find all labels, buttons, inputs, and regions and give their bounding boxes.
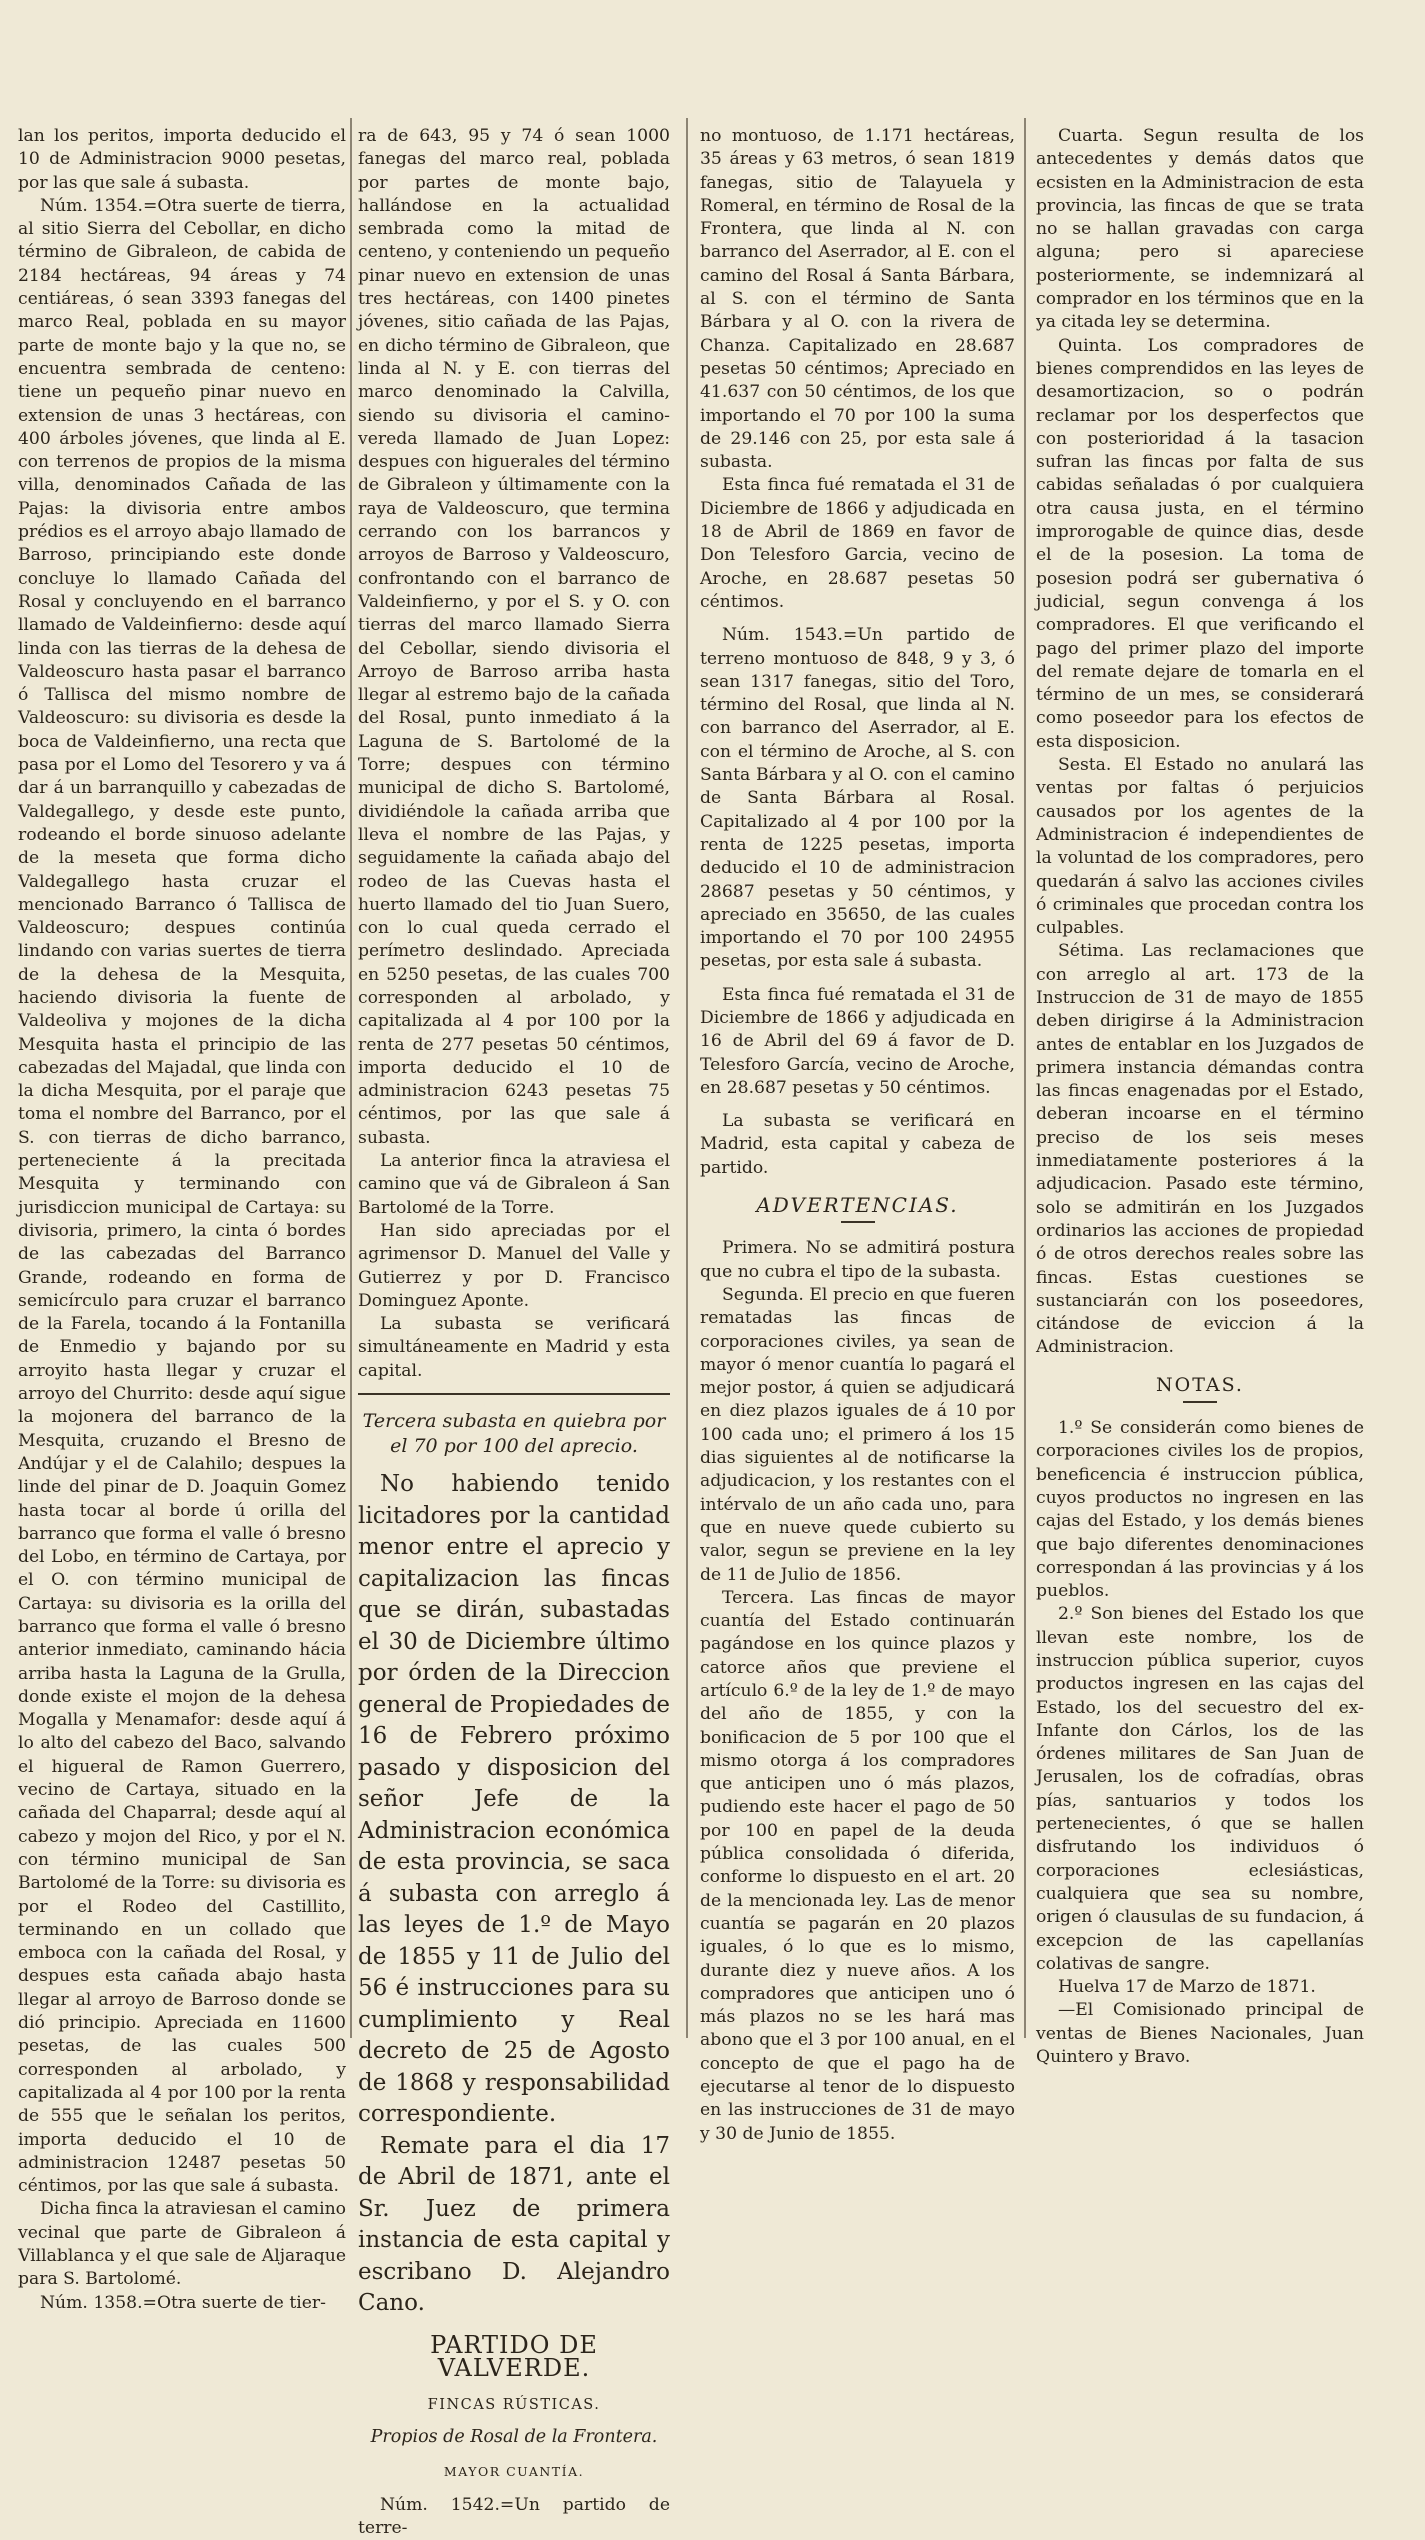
paragraph: Esta finca fué rematada el 31 de Diciembre de 1866 y adjudicada en 18 de Abril de 1869 en favor de Don Telesforo Garcia, vecino de Aroche, en 28.687 pesetas 50 céntimos. [700, 475, 1015, 612]
partido-heading: PARTIDO DE VALVERDE. [430, 2330, 598, 2382]
paragraph: Tercera. Las fincas de mayor cuantía del Estado continuarán pagándose en los quince plazos y catorce años que previene el artículo 6.º de la ley de 1.º de mayo del año de 1855, y con la bonificacion de 5 por 100 que el mismo otorga á los compradores que anticipen uno ó más plazos, pudiendo este hacer el pago de 50 por 100 en papel de la deuda pública consolidada ó diferida, conforme lo dispuesto en el art. 20 de la mencionada ley. Las de menor cuantía se pagarán en 20 plazos iguales, ó lo que es lo mismo, durante diez y nueve años. A los compradores que anticipen uno ó más plazos no se les hará mas abono que el 3 por 100 anual, en el concepto de que el pago ha de ejecutarse al tenor de lo dispuesto en las instrucciones de 31 de mayo y 30 de Junio de 1855. [700, 1587, 1015, 2144]
signature-date: Huelva 17 de Marzo de 1871. [1058, 1977, 1316, 1998]
column-rule [686, 118, 688, 2038]
paragraph: 2.º Son bienes del Estado los que llevan este nombre, los de instruccion pública superior, cuyos productos ingresen en las cajas del Estado, los del secuestro del ex-Infante don Cárlos, los de las órdenes militares de San Juan de Jerusalen, los de cofradías, obras pías, santuarios y todos los pertenecientes, ó que se hallen disfrutando los individuos ó corporaciones eclesiásticas, cualquiera que sea su nombre, origen ó clausulas de su fundacion, á excepcion de las capellanías colativas de sangre. [1036, 1604, 1364, 1974]
paragraph: Dicha finca la atraviesan el camino vecinal que parte de Gibraleon á Villablanca y el que sale de Aljaraque para S. Bartolomé. [18, 2199, 346, 2290]
paragraph: no montuoso, de 1.171 hectáreas, 35 áreas y 63 metros, ó sean 1819 fanegas, sitio de Talayuela y Romeral, en término de Rosal de la Frontera, que linda al N. con barranco del Aserrador, al E. con el camino del Rosal á Santa Bárbara, al S. con el término de Santa Bárbara y al O. con la rivera de Chanza. Capitalizado en 28.687 pesetas 50 céntimos; Apreciado en 41.637 con 50 céntimos, de los que importando el 70 por 100 la suma de 29.146 con 25, por esta sale á subasta. [700, 126, 1015, 473]
notas-heading: NOTAS. [1156, 1373, 1244, 1396]
paragraph: Primera. No se admitirá postura que no cubra el tipo de la subasta. [700, 1238, 1015, 1282]
paragraph: Esta finca fué rematada el 31 de Diciembre de 1866 y adjudicada en 16 de Abril del 69 á favor de D. Telesforo García, vecino de Aroche, en 28.687 pesetas y 50 céntimos. [700, 984, 1015, 1098]
column-4 [1036, 125, 1364, 2068]
paragraph: No habiendo tenido licitadores por la cantidad menor entre el aprecio y capitalizacion las fincas que se dirán, subastadas el 30 de Diciembre último por órden de la Direccion general de Propiedades de 16 de Febrero próximo pasado y disposicion del señor Jefe de la Administracion económica de esta provincia, se saca á subasta con arreglo á las leyes de 1.º de Mayo de 1855 y 11 de Julio del 56 é instrucciones para su cumplimiento y Real decreto de 25 de Agosto de 1868 y responsabilidad correspondiente. [358, 1471, 671, 2128]
section-divider [358, 1393, 670, 1395]
advertencias-heading: ADVERTENCIAS. [756, 1193, 959, 1218]
fincas-heading: FINCAS RÚSTICAS. [427, 2397, 601, 2414]
paragraph: Sesta. El Estado no anulará las ventas por faltas ó perjuicios causados por los agentes de la Administracion é independientes de la voluntad de los compradores, pero quedarán á salvo las acciones civiles ó criminales que procedan contra los culpables. [1036, 755, 1364, 939]
heading-rule [1183, 1401, 1217, 1403]
paragraph: Sétima. Las reclamaciones que con arreglo al art. 173 de la Instruccion de 31 de mayo de 1855 deben dirigirse á la Administracion antes de entablar en los Juzgados de primera instancia démandas contra las fincas enagenadas por el Estado, deberan incoarse en el término preciso de los seis meses inmediatamente posteriores á la adjudicacion. Pasado este término, solo se admitirán en los Juzgados ordinarios las acciones de propiedad ó de otros derechos reales sobre las fincas. Estas cuestiones se sustanciarán con los poseedores, citándose de eviccion á la Administracion. [1036, 941, 1364, 1358]
paragraph: La subasta se verificará simultáneamente en Madrid y esta capital. [358, 1314, 670, 1381]
paragraph: La subasta se verificará en Madrid, esta capital y cabeza de partido. [700, 1111, 1015, 1178]
column-2 [358, 125, 671, 2539]
paragraph: Núm. 1543.=Un partido de terreno montuoso de 848, 9 y 3, ó sean 1317 fanegas, sitio del Toro, término del Rosal, que linda al N. con barranco del Aserrador, al E. con el término de Aroche, al S. con Santa Bárbara y al O. con el camino de Santa Bárbara al Rosal. Capitalizado al 4 por 100 por la renta de 1225 pesetas, importa deducido el 10 de administracion 28687 pesetas y 50 céntimos, y apreciado en 35650, de las cuales importando el 70 por 100 24955 pesetas, por esta sale á subasta. [700, 625, 1015, 972]
column-rule [350, 118, 352, 2038]
cuantia-heading: MAYOR CUANTÍA. [443, 2464, 585, 2480]
column-3 [700, 125, 1015, 2144]
paragraph: Remate para el dia 17 de Abril de 1871, ante el Sr. Juez de primera instancia de esta capital y escribano D. Alejandro Cano. [358, 2132, 670, 2317]
signature: —El Comisionado principal de ventas de Bienes Nacionales, Juan Quintero y Bravo. [1036, 2000, 1364, 2068]
column-rule [1024, 118, 1026, 2038]
paragraph: Núm. 1542.=Un partido de terre- [358, 2494, 670, 2539]
paragraph: Núm. 1358.=Otra suerte de tier- [40, 2292, 326, 2313]
notice-body [358, 1469, 670, 2320]
paragraph: Segunda. El precio en que fueren rematadas las fincas de corporaciones civiles, ya sean de mayor ó menor cuantía lo pagará el mejor postor, á quien se adjudicará en diez plazos iguales de á 10 por 100 cada uno; el primero á los 15 dias siguientes al de notificarse la adjudicacion, y los restantes con el intérvalo de un año cada uno, para que en nueve quede cubierto su valor, segun se previene en la ley de 11 de Julio de 1856. [700, 1284, 1015, 1585]
paragraph: ra de 643, 95 y 74 ó sean 1000 fanegas del marco real, poblada por partes de monte bajo, hallándose en la actualidad sembrada como la mitad de centeno, y conteniendo un pequeño pinar nuevo en extension de unas tres hectáreas, con 1400 pinetes jóvenes, sitio cañada de las Pajas, en dicho término de Gibraleon, que linda al N. y E. con tierras del marco denominado la Calvilla, siendo su divisoria el camino-vereda llamado de Juan Lopez: despues con higuerales del término de Gibraleon y últimamente con la raya de Valdeoscuro, que termina cerrando con los barrancos y arroyos de Barroso y Valdeoscuro, confrontando con el barranco de Valdeinfierno, y por el S. y O. con tierras del marco llamado Sierra del Cebollar, siendo divisoria el Arroyo de Barroso arriba hasta llegar al estremo bajo de la cañada del Rosal, punto inmediato á la Laguna de S. Bartolomé de la Torre; despues con término municipal de dicho S. Bartolomé, dividiéndole la cañada arriba que lleva el nombre de las Pajas, y seguidamente la cañada abajo del rodeo de las Cuevas hasta el huerto llamado del tio Juan Suero, con lo cual queda cerrado el perímetro deslindado. Apreciada en 5250 pesetas, de las cuales 700 corresponden al arbolado, y capitalizada al 4 por 100 por la renta de 277 pesetas 50 céntimos, importa deducido el 10 de administracion 6243 pesetas 75 céntimos, por las que sale á subasta. [358, 126, 670, 1148]
paragraph: Quinta. Los compradores de bienes comprendidos en las leyes de desamortizacion, so o podrán reclamar por los desperfectos que con posterioridad á la tasacion sufran las fincas por falta de sus cabidas señaladas ó por cualquiera otra causa justa, en el término improrogable de quince dias, desde el de la posesion. La toma de posesion podrá ser gubernativa ó judicial, segun convenga á los compradores. El que verificando el pago del primer plazo del importe del remate dejare de tomarla en el término de un mes, se considerará como poseedor para los efectos de esta disposicion. [1036, 335, 1364, 752]
subasta-title: Tercera subasta en quiebra por el 70 por 100 del aprecio. [362, 1410, 666, 1458]
paragraph: Núm. 1354.=Otra suerte de tierra, al sitio Sierra del Cebollar, en dicho término de Gibraleon, de cabida de 2184 hectáreas, 94 áreas y 74 centiáreas, ó sean 3393 fanegas del marco Real, poblada en su mayor parte de monte bajo y la que no, se encuentra sembrada de centeno: tiene un pequeño pinar nuevo en extension de unas 3 hectáreas, con 400 árboles jóvenes, que linda al E. con terrenos de propios de la misma villa, denominados Cañada de las Pajas: la divisoria entre ambos prédios es el arroyo abajo llamado de Barroso, principiando este donde concluye lo llamado Cañada del Rosal y concluyendo en el barranco llamado de Valdeinfierno: desde aquí linda con las tierras de la dehesa de Valdeoscuro hasta pasar el barranco ó Tallisca del mismo nombre de Valdeoscuro: su divisoria es desde la boca de Valdeinfierno, una recta que pasa por el Lomo del Tesorero y va á dar á un barranquillo y cabezadas de Valdegallego, y desde este punto, rodeando el borde sinuoso adelante de la meseta que forma dicho Valdegallego hasta cruzar el mencionado Barranco ó Tallisca de Valdeoscuro; despues continúa lindando con varias suertes de tierra de la dehesa de la Mesquita, haciendo divisoria la fuente de Valdeoliva y mojones de la dicha Mesquita hasta el principio de las cabezadas del Majadal, que linda con la dicha Mesquita, por el paraje que toma el nombre del Barranco, por el S. con tierras de dicho barranco, perteneciente á la precitada Mesquita y terminando con jurisdiccion municipal de Cartaya: su divisoria, primero, la cinta ó bordes de las cabezadas del Barranco Grande, rodeando en forma de semicírculo para cruzar el barranco de la Farela, tocando á la Fontanilla de Enmedio y bajando por su arroyito hasta llegar y cruzar el arroyo del Churrito: desde aquí sigue la mojonera del barranco de la Mesquita, cruzando el Bresno de Andújar y el de Calahilo; despues la linde del pinar de D. Joaquin Gomez hasta tocar al borde ú orilla del barranco que forma el valle ó bresno del Lobo, en término de Cartaya, por el O. con término municipal de Cartaya: su divisoria es la orilla del barranco que forma el valle ó bresno anterior inmediato, caminando hácia arriba hasta la Laguna de la Grulla, donde existe el mojon de la dehesa Mogalla y Menamafor: desde aquí á lo alto del cabezo del Baco, salvando el higueral de Ramon Guerrero, vecino de Cartaya, situado en la cañada del Chaparral; desde aquí al cabezo y mojon del Rico, y por el N. con término municipal de San Bartolomé de la Torre: su divisoria es por el Rodeo del Castillito, terminando en un collado que emboca con la cañada del Rosal, y despues esta cañada abajo hasta llegar al arroyo de Barroso donde se dió principio. Apreciada en 11600 pesetas, de las cuales 500 corresponden al arbolado, y capitalizada al 4 por 100 por la renta de 555 que le señalan los peritos, importa deducido el 10 de administracion 12487 pesetas 50 céntimos, por las que sale á subasta. [18, 195, 346, 2197]
column-1 [18, 125, 346, 2313]
heading-rule [841, 1221, 875, 1223]
paragraph: La anterior finca la atraviesa el camino que vá de Gibraleon á San Bartolomé de la Torre. [358, 1151, 670, 1218]
propios-heading: Propios de Rosal de la Frontera. [370, 2427, 658, 2448]
paragraph: Cuarta. Segun resulta de los antecedentes y demás datos que ecsisten en la Administracion de esta provincia, las fincas de que se trata no se hallan gravadas con carga alguna; pero si apareciese posteriormente, se indemnizará al comprador en los términos que en la ya citada ley se determina. [1036, 126, 1364, 333]
paragraph: Han sido apreciadas por el agrimensor D. Manuel del Valle y Gutierrez y por D. Francisco Dominguez Aponte. [358, 1220, 670, 1311]
paragraph: lan los peritos, importa deducido el 10 de Administracion 9000 pesetas, por las que sale á subasta. [18, 126, 346, 193]
paragraph: 1.º Se considerán como bienes de corporaciones civiles los de propios, beneficencia é instruccion pública, cuyos productos no ingresen en las cajas del Estado, y los demás bienes que bajo diferentes denominaciones correspondan á las provincias y á los pueblos. [1036, 1418, 1364, 1602]
